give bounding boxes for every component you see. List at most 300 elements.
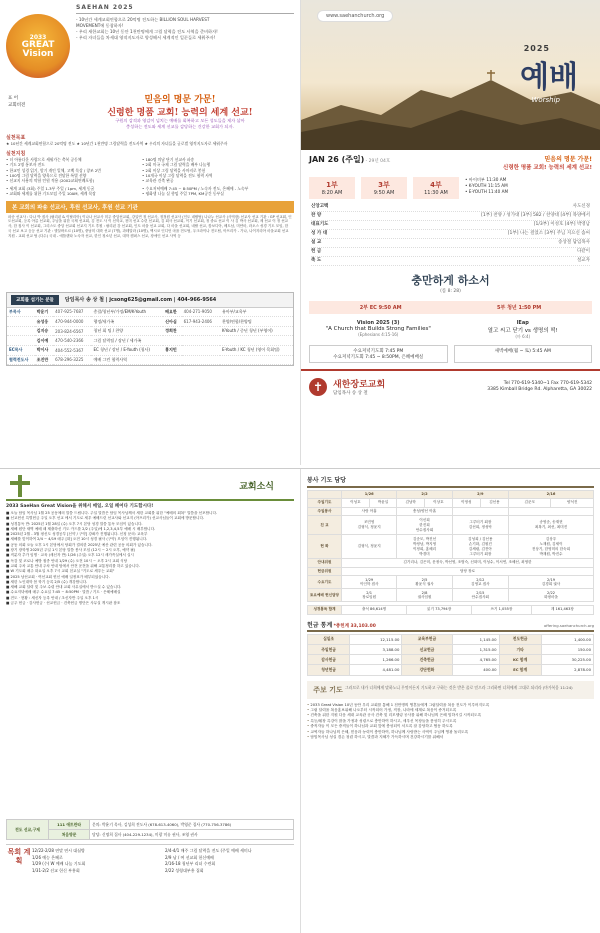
dawn-label: 새벽예배(월 ~ 토) 5:45 AM — [494, 349, 551, 354]
duty-role: 헌금위원 — [308, 567, 342, 576]
news-item: ■ 장기 장학생 2025년 주일 1시 본당 말씀 봉사 모임 (12시 ~ 2시 오후, 예약 필) — [6, 548, 136, 553]
plan-item: • 한교인 성경 읽기, 암기 개인 일체, 고백 묵상 / 창조 2번 — [6, 167, 101, 173]
news-title: 교회소식 — [239, 481, 274, 492]
offering-amount: 150.00 — [541, 645, 593, 655]
staff-cell — [182, 355, 220, 365]
duty-cell: 김선용 — [480, 498, 508, 507]
table-row — [308, 606, 594, 615]
staff-cell: 신아심 — [163, 317, 181, 327]
offering-table — [307, 634, 594, 676]
plan-item: • 더 아름다운 사랑으로 세워가는 축복 공동체 — [6, 157, 82, 163]
schedule-item: 1/26 예능 은혜로 — [32, 854, 63, 860]
staff-cell: 407-925-7687 — [53, 308, 91, 317]
table-row — [7, 308, 293, 317]
date-slogan — [503, 154, 592, 171]
staff-box — [6, 292, 294, 367]
prayer-item: • 그림 달력을 복음홍보위해 나오부터 시작되어 가정, 직장, 나라에 세계로 복음이 증거되도록 — [307, 708, 594, 713]
service-4 — [413, 177, 459, 199]
duty-cell: 조민영 김형식, 정윤지 — [342, 516, 397, 535]
staff-cell — [7, 317, 35, 327]
great-vision-logo — [6, 14, 70, 78]
duty-table — [307, 490, 594, 602]
duty-role: 안내위원 — [308, 558, 342, 567]
issue-number: - 29년 04호 — [365, 159, 391, 164]
youth-service-list — [465, 177, 592, 199]
news-item: ■ 공동 의회 오늘 오후 1시 본당에서 당회가 결의한 2025년 예산 관련 공동 의회가 있습니다. — [6, 542, 153, 547]
staff-cell: 470-944-0000 — [53, 317, 91, 327]
offering-amount: 12,115.00 — [350, 634, 402, 644]
staff-table — [7, 308, 293, 366]
staff-cell: 총괄/청년부/가정/EM/K-Youth — [91, 308, 163, 317]
date-column: 2/9 — [452, 491, 508, 499]
vision-line: MOVEMENT에 동참하자! — [76, 23, 124, 28]
attendance-label: 성경통독 합계 — [308, 606, 342, 615]
duty-cell: 그루터기 회장 김선희, 정성탁 — [452, 516, 508, 535]
leap-cell — [454, 320, 593, 340]
missionary-text: 파송 선교사 : 다나 박 집사 (필리핀 & 이탈리아) 이나나 선교사 미주 중앙선교회, 강일연 정 선교사, 정정원 선교사 (인도 네팔팀) 나나누 선교사 (사역장) 선교사 선교 기관 : GP 선교회, 인도선교회, 등록 아름 선교회, 주님을 위한 국제 선교회, 김 전도 사 이 신학교, 천미 선교 수련 선교회, 김 회사 선교회, 이기 선교회, 정 중요 선교 이 사 김 박사 선교회, 제 선교 이 정 선교 사, 한 집사 이 선교회, 그리스도 중앙 선교회 선교지 기도 후원 : 필리핀 강 선교회, 인도 마을 선교 교회, 다 마을 선교회, 네팔 선교, 캄보디아, 베트남, 미얀마, 라오스 성경 기도 모임, 한 국 선교 보고 등등 선교 기관 : 엘살바도르 (10명), 중남미 대륙 선교 (7명), 과테말라 (10명), 멕시코 인디언 마을 전도팀, 우크라이나 전도팀, 아프리카 - 가나, 나이지리아 마을교회 선교 지원 - 교회 선교 팀 (다수) 국내 - 애틀랜타 노숙자 선교, 한인 청소년 선교, 대학 캠퍼스 선교, 장애인 선교 사역 등 — [8, 214, 292, 238]
order-value: [1/3부] 이성호 [4부] 박영남 — [533, 222, 590, 227]
schedule-item: 1/31-2/2 선교 헌신 부흥회 — [32, 867, 80, 873]
cross-logo-icon: ✝ — [309, 378, 327, 396]
duty-cell: 1/29 이인학 집사 — [342, 576, 397, 589]
news-item: ■ 새해를 맞이하여 2/4 ~ 4/19 매주 [화] 오전 10시 성경 필사 (구약) 모임이 진행됩니다. — [6, 537, 148, 542]
attendance-value: 쓰기 1,055장 — [472, 606, 532, 615]
duty-cell: 송영준, 송재현 최복기, 최선, 최미진 — [509, 516, 594, 535]
staff-cell: EC목사 — [7, 346, 35, 356]
table-row — [7, 355, 293, 365]
prayer-list — [307, 703, 594, 741]
service-date: JAN 26 (주일) — [309, 155, 365, 164]
table-row — [308, 576, 594, 589]
plan-grid — [6, 157, 294, 183]
duty-cell: 김남학 — [397, 498, 425, 507]
staff-cell — [182, 326, 220, 336]
offering-amount: 1,145.00 — [452, 634, 499, 644]
hero-subtitle: Worship — [531, 96, 560, 104]
offering-amount: 1,400.00 — [541, 634, 593, 644]
duty-cell: 충성/양선 아홉 — [397, 507, 452, 516]
order-value: [1부] 나는 걸었소 [3부] 주님 지으신 솜씨 — [507, 231, 590, 236]
plan-item: • 기도 2명 통보자 전도 — [6, 162, 45, 168]
order-label: 축 도 — [311, 258, 322, 263]
plan-item: • 10개국 이상 그림 달력을 전도 협력 사역 — [142, 172, 213, 178]
date-column: 1/26 — [342, 491, 397, 499]
outreach-sub: 111 애트란타 — [49, 820, 90, 830]
order-item — [311, 203, 590, 212]
news-item: ■ 수요저녁예배 매주 수요일 7:45 ~ 8:50PM · 말씀 / 기도 · 은혜예배실 — [6, 590, 121, 595]
prayer-label: 주보 기도 — [313, 684, 343, 694]
leap-label: lEap — [516, 320, 529, 326]
order-item — [311, 257, 590, 266]
offering-amount: 1,266.00 — [350, 655, 402, 665]
offering-label: 전도헌금 — [499, 634, 541, 644]
staff-cell: 협력전도사 — [7, 355, 35, 365]
duty-cell: 김준모 — [509, 498, 551, 507]
staff-cell: 김이예 — [35, 336, 53, 346]
cross-graphic-icon — [6, 473, 36, 497]
attendance-value: 계 161,463장 — [531, 606, 593, 615]
news-item: ■ 독감 및 코로나 예방 접종 안내 1/29 (수) 오전 10시 ~ 오후 2시 교회 식당 — [6, 558, 128, 563]
staff-cell: 617-943-2406 — [182, 317, 220, 327]
outreach-label: 전도 선교,구제 — [7, 820, 49, 840]
duty-panel — [300, 469, 600, 933]
mission-rows — [6, 186, 294, 196]
attendance-value: 출석 86,614명 — [342, 606, 407, 615]
table-row — [7, 317, 293, 327]
duty-role: 주일기도 — [308, 498, 342, 507]
service-1 — [309, 177, 355, 199]
table-row — [308, 498, 594, 507]
duty-cell: 2/15 안수집사회 — [452, 589, 508, 602]
offering-label: 십일조 — [308, 634, 350, 644]
order-item — [311, 248, 590, 257]
news-item: ■ 교회 주차 교통 안내 주차 안내 팀에서 안전 운전을 위해 교통정리를 하고 있습니다. — [6, 563, 140, 568]
staff-cell: 203-824-6567 — [53, 326, 91, 336]
slogan-sub-2: 충성하는 전도와 세계 선교를 감당하는 건강한 교회가 되자. — [126, 124, 234, 129]
date-row — [301, 150, 600, 175]
duty-cell: 김상우 노재원, 김세이 전상기, 한영미의 한숙희 박재원, 박진수 — [509, 535, 594, 559]
duty-cell: 2/22 화평마을 — [509, 589, 594, 602]
wednesday-sub: 수요저녁기도회 7:45 ~ 8:50PM, 은혜예배실 — [333, 355, 424, 360]
order-value: 사도신경 — [572, 204, 590, 209]
prayer-verse: 그러므로 내가 너희에게 말하노니 무엇이든지 기도하고 구하는 것은 받은 줄로 믿으라 그리하면 너희에게 그대로 되리라 (마가복음 11:24) — [345, 684, 573, 690]
duty-role: 토요예배 헌신담당 — [308, 589, 342, 602]
staff-cell: 그림 달력팀 / 장년 / 세가족 — [91, 336, 163, 346]
prayer-item: • 중직자들 이 모든 중직들이 하나님과 교회 앞에 충성되이 서도록 잘 감당하고 협동 하도록 — [307, 724, 594, 729]
table-row — [308, 516, 594, 535]
duty-role: 헌 화 — [308, 535, 342, 559]
news-item: ■ 새해 원단 새벽 예배 때 제출하신 기도 카드를 2/2 (주일)에 1,2,3,4,5부 예배 시 배부합니다. — [6, 526, 156, 531]
staff-badge: 교회를 섬기는 분들 — [11, 295, 59, 305]
table-row — [7, 326, 293, 336]
news-item: ■ W 기도회 매주 화요일 오후 7시 교회 친교실 "기도로 세우는 교회" — [6, 569, 115, 574]
news-panel — [0, 469, 300, 933]
news-header — [6, 473, 294, 501]
slogan-line-2: 신령한 명품 교회! 능력의 세계 선교! — [107, 108, 253, 118]
vision-line: - 우리 자녀들을 차세대 영적지도자로 양성해서 세계적인 일꾼들로 세워주자! — [76, 35, 216, 40]
gv-year: 2033 — [29, 33, 47, 41]
schedule-label: 목회 계획 — [7, 848, 31, 865]
slogan-line-2: 신령한 명품 교회! 능력의 세계 선교! — [503, 165, 592, 171]
prayer-item: • 2033 Great Vision 10년 동안 우리 교회를 통해 1 천만명의 영혼들에게 그림달력을 복음 전도가 이루어지도록 — [307, 703, 594, 708]
sermon-reference: (롬 8: 28) — [440, 289, 461, 294]
news-item: ■ 선교헌신 특별헌금 주일 오후 선교 에서 기도로 세우 예배드린 선교사와 선교지 (아프리카) 선교사님들이 교회에 방문합니다. — [6, 516, 205, 521]
offering-label: 교육부헌금 — [402, 634, 452, 644]
offering-title: 헌금 통계 — [307, 621, 333, 629]
table-row — [308, 558, 594, 567]
attendance-value: 읽기 73,794장 — [407, 606, 472, 615]
outreach-table — [6, 819, 294, 840]
duty-cell: 2/19 김경희 권사 — [509, 576, 594, 589]
duty-role: 친 교 — [308, 516, 342, 535]
date-column: 2/16 — [509, 491, 594, 499]
plan-sub-title: 실천지침 — [6, 151, 26, 158]
plan-item: • 선교지 사용의 약함 인원 적용 (2002교회연례포함) — [6, 178, 95, 184]
staff-cell — [220, 355, 293, 365]
dawn-prayer — [454, 345, 593, 363]
ec-youth-row — [309, 301, 592, 314]
prayer-meeting-row — [301, 343, 600, 365]
youth-service: • E-YOUTH 11:40 AM — [465, 189, 509, 194]
order-label: 대표기도 — [311, 222, 329, 227]
news-item: ■ 오늘 담임 목사님 1월 25 공동체의 말씀 드립니다. 주일 말씀은 담임 목사님께서 새한 교회를 위한 "예배의 회복" 말씀을 선포합니다. — [6, 511, 218, 515]
hero-banner — [301, 0, 600, 150]
youth-service: 5부 청년 1:50 PM — [497, 305, 542, 311]
corner-cell — [308, 491, 342, 499]
staff-cell: E-Youth / KC 청년 (영어 목회팀) — [220, 346, 293, 356]
attendance-table — [307, 605, 594, 615]
table-header-row — [308, 491, 594, 499]
offering-label: KC 합계 — [499, 655, 541, 665]
duty-title: 봉사 기도 담당 — [307, 473, 594, 488]
news-subtitle: 2033 SaeHan Great Vision을 위해서 매일, 오일 페어다 기도합시다! — [6, 504, 154, 509]
youth-service: • 아이미부 11:30 AM — [465, 177, 507, 182]
order-item — [311, 221, 590, 230]
church-url[interactable]: www.saehanchurch.org — [317, 10, 393, 22]
duty-cell: 2/8 권사임원 — [397, 589, 452, 602]
staff-cell: 박이사 — [35, 346, 53, 356]
table-row — [308, 535, 594, 559]
offering-label: EC 합계 — [499, 665, 541, 675]
duty-cell: 2/1 장로임원 — [342, 589, 397, 602]
plan-intro: ★ 10년간 세계교회연합으로 20억명 전도 ★ 10년간 1천만명 그림달력을 전도사역 ★ 우리의 자녀들을 글로벌 영적지도자로 세워주자 — [6, 141, 228, 146]
outreach-contact: 담당: 신명희 집사 (404-229-1234), 미광 미유 권사, 조영 권사 — [90, 830, 294, 840]
bulletin-front — [0, 0, 600, 465]
prayer-item: • 특등/휘장 특강이 많을 가정과 성령으로 충만하여 하시고, 세우신 목장들을 풍성히 주시도록 — [307, 719, 594, 724]
mission-row: • 수요저녁예배 7:45 ~ 8:50PM / 노숙자 전도, 은혜에 - 노숙부 — [142, 186, 249, 192]
offering-amount: 1,315.00 — [452, 645, 499, 655]
duty-cell: 담당 장로 — [342, 567, 594, 576]
staff-cell — [7, 336, 35, 346]
hero-title: 예배 — [520, 60, 578, 95]
youth-service: • K-YOUTH 11:15 AM — [465, 183, 508, 188]
sermon-title: 충만하게 하소서 — [411, 274, 490, 287]
staff-cell — [182, 336, 220, 346]
vision-text-block — [76, 4, 294, 88]
vision-header — [6, 4, 294, 88]
leap-ref: (마 6:4) — [515, 334, 531, 339]
order-value: 다같이 — [576, 249, 590, 254]
senior-pastor-line: 담임목사 송 상 철 | jcsong625@gmail.com | 404-966-9564 — [64, 297, 217, 304]
duty-cell: 김준모, 박진선 박정남, 박지영 이정희, 홍혜리 박경미 — [397, 535, 452, 559]
plan-right — [142, 157, 292, 183]
table-row — [308, 589, 594, 602]
news-item: ■ 직분자 추가 임명 · 교육 (새신자 반) 1/26 (주일) 오후 12시 새가족실에서 실시 — [6, 553, 134, 558]
missionary-heading: 본 교회의 파송 선교사, 후원 선교사, 후원 선교 기관 — [6, 201, 294, 213]
table-row — [7, 830, 294, 840]
staff-cell — [182, 346, 220, 356]
duty-cell: 김형식, 정윤지 — [342, 535, 397, 559]
schedule-item: 2/4-4/1 매주 그림 달력을 전도 (주일 예배 세미나 — [165, 848, 252, 853]
offering-total: *총헌계 33,103.00 — [333, 623, 376, 629]
offering-amount: 30,225.00 — [541, 655, 593, 665]
staff-cell: 유아부/교육부 — [220, 308, 293, 317]
table-row — [308, 507, 594, 516]
ministry-schedule — [6, 844, 294, 874]
table-row — [308, 634, 594, 644]
prayer-item: • 담임목사님 성실 겸손 청렴 하시고, 말씀과 지혜가 가득하시며 건강하시기를 위해서 — [307, 735, 594, 740]
sermon-box — [301, 268, 600, 298]
staff-cell: 찬양/연합/찬양팀 — [220, 317, 293, 327]
news-item: ■ 금주 헌금 · 감사헌금 · 선교헌금 · 건축헌금 명단은 사무실 게시판 참조 — [6, 601, 121, 606]
label-motto: 표 어 — [8, 96, 19, 101]
vision-line: - 10년간 세계교회연합으로 20억명 전도하는 BILLION SOUL HARVEST — [76, 17, 210, 22]
prayer-item: • 교역자들 하나님의 은혜, 믿음과 능력이 충만하여, 하나님께 사랑받는 사역이 주님께 영광 돌리도록 — [307, 730, 594, 735]
duty-cell: 박윤일 — [369, 498, 397, 507]
church-phone: Tel 770-619-5340~1 Fax 770-619-5342 — [503, 380, 592, 386]
vision-main: "A Church that Builds Strong Families" — [325, 326, 431, 332]
duty-cell: 이영성 — [452, 498, 480, 507]
service-number: 1부 — [326, 181, 338, 189]
duty-cell: 이성호 — [342, 498, 370, 507]
schedule-item: 2/22 성령대부흥 집회 — [165, 867, 204, 873]
wednesday-prayer — [309, 345, 448, 363]
mission-row: • 세계 교회 (3회) 주일 1-3부 주일 / 1pm, 세계 동굴 — [6, 186, 95, 192]
plan-item: • 2회 이상 그림 달력을 사마지로 봉헌 — [142, 167, 206, 173]
staff-cell: EC 청년 / 장년 / E-Youth (청사) — [91, 346, 163, 356]
prayer-item: • 건축을 위한 지원 다음 세대 교육관 공사 건축 및 리모델링 공사를 위해 하나님의 은혜 임하시길 시작되도록 — [307, 713, 594, 718]
table-row — [7, 346, 293, 356]
service-times — [301, 175, 600, 201]
duty-cell: 김기리나, 김은미, 문정숙, 박선영, 조범숙, 신화미, 이성수, 이서연, 조혜선, 최영한 — [342, 558, 594, 567]
schedule-list — [32, 848, 294, 874]
bulletin-back — [0, 468, 600, 933]
order-item — [311, 230, 590, 239]
plan-item: • 180명 의남 단기 선교사 파송 — [142, 157, 195, 163]
staff-cell — [220, 336, 293, 346]
staff-cell: 470-540-2366 — [53, 336, 91, 346]
duty-cell: 사랑 아홉 — [342, 507, 397, 516]
church-contact — [487, 381, 592, 393]
duty-cell — [509, 507, 594, 516]
offering-label: 강단헌화 — [402, 665, 452, 675]
ec-service: 2부 EC 9:50 AM — [359, 305, 402, 311]
duty-cell: 김성희 / 김선용 손기화, 김원진 김세림, 김진아 그루터기 회장 — [452, 535, 508, 559]
outreach-sub: 처음방문 — [49, 830, 90, 840]
staff-cell: 유성웅 — [35, 317, 53, 327]
staff-cell — [163, 336, 181, 346]
table-row — [308, 567, 594, 576]
order-value: 송상철 담임목사 — [558, 240, 590, 245]
order-value: 설교자 — [576, 258, 590, 263]
schedule-item: 12/22-2/28 연말 연시 대심방 — [32, 848, 85, 853]
offering-amount: 2,878.00 — [541, 665, 593, 675]
leap-main: 열고 씨고 닫기 vs 생명의 떡! — [487, 328, 558, 334]
order-item — [311, 212, 590, 221]
staff-cell — [163, 355, 181, 365]
church-pastor: 담임목사 송 상 철 — [333, 391, 368, 396]
date-column: 2/2 — [397, 491, 452, 499]
news-item: ■ 새한 노인대학 봄 학기 등록 2/5 (수) 개강합니다. — [6, 579, 88, 584]
table-row — [308, 645, 594, 655]
church-footer — [301, 369, 600, 402]
news-item: ■ 새해 교회 달력 및 주보 수령 안내 교회 사무실에서 받으실 수 있습니다. — [6, 585, 122, 590]
service-number: 3부 — [378, 181, 390, 189]
order-item — [311, 239, 590, 248]
staff-cell: 예배 그린 협력사역 — [91, 355, 163, 365]
duty-cell: 이상호 — [425, 498, 453, 507]
offering-label: 주일헌금 — [308, 645, 350, 655]
staff-cell: 박윤기 — [35, 308, 53, 317]
offering-website[interactable]: offering.saehanchurch.org — [543, 622, 594, 628]
schedule-item: 2/16-18 청년부 리더 수련회 — [165, 861, 216, 866]
plan-item: • 교육관 건축 완공 — [142, 178, 174, 184]
staff-cell: 404-271-9050 — [182, 308, 220, 317]
news-item: ■ 2025 남선교회 · 여선교회 헌신 예배 일정표가 배부되었습니다. — [6, 574, 110, 579]
order-label: 찬 양 — [311, 213, 322, 218]
offering-label: 감사헌금 — [308, 655, 350, 665]
offering-amount: 4,765.00 — [452, 655, 499, 665]
order-label: 신앙고백 — [311, 204, 329, 209]
table-row — [308, 665, 594, 675]
order-label: 헌 금 — [311, 249, 322, 254]
offering-label: 청년헌금 — [308, 665, 350, 675]
news-item: ■ 2025년 2월 - 3월 평신도 성경공부 [신약 / 구약] 강좌가 진행됩니다. 신청 문의: 교육부 — [6, 532, 148, 537]
staff-cell: 배요한 — [163, 308, 181, 317]
vision-leap-row — [301, 317, 600, 343]
saehan-label: SAEHAN 2025 — [76, 4, 294, 14]
gv-title: GREAT Vision — [21, 39, 55, 59]
schedule-item: 1/29 (수) W 예배 나눔 기도회 — [32, 861, 86, 866]
vision-label: Vision 2025 (3) — [356, 320, 400, 326]
mission-row: • 평화생 나눔 실 향임 주일 7PM, KM공간 동부실 — [142, 191, 224, 197]
order-label: 설 교 — [311, 240, 322, 245]
duty-role: 수요기도 — [308, 576, 342, 589]
schedule-item: 2/9 남 / 여 선교회 헌신예배 — [165, 854, 214, 860]
staff-cell: 김지승 — [35, 326, 53, 336]
vision-panel — [0, 0, 300, 465]
offering-label: 건축헌금 — [402, 655, 452, 665]
table-row — [7, 336, 293, 346]
offering-amount: 400.00 — [452, 665, 499, 675]
plan-left — [6, 157, 136, 183]
plan-item: • 100명 그림 달력을 양육으로 전달한 특별 선양 — [6, 172, 87, 178]
offering-amount: 4,481.00 — [350, 665, 402, 675]
duty-cell: 2/12 김영교 집사 — [452, 576, 508, 589]
vision-ref: (Ephesians 4:15-16) — [358, 332, 399, 337]
slogan-box — [66, 92, 294, 130]
table-row — [7, 820, 294, 830]
table-row — [308, 655, 594, 665]
staff-cell: 조진만 — [35, 355, 53, 365]
news-item: ■ 성경통독 반: 2025년 1월 28일 (수) 오후 7시 본당 성경 말씀 통독 모임이 있습니다. — [6, 521, 143, 526]
staff-cell: 홍지민 — [163, 346, 181, 356]
vision-cell — [309, 320, 448, 340]
wednesday-label: 수요저녁기도회 7:45 PM — [353, 349, 404, 354]
service-time: 8:20 AM — [321, 190, 343, 196]
staff-cell: 404-552-5367 — [53, 346, 91, 356]
worship-panel — [300, 0, 600, 465]
plan-item: • 2회 미국 국제 그림 달력을 배부 나눔행 — [142, 162, 211, 168]
slogan-line-1: 믿음의 명문 가문! — [144, 95, 216, 105]
mission-row: • 교회와 세계를 위한 기도모임 주일 10AM, 세계 목장 — [6, 191, 96, 197]
service-time: 9:50 AM — [373, 190, 395, 196]
plan-title: 실천목표 — [6, 135, 26, 141]
staff-cell: 청년 회 팀 / 찬양 — [91, 326, 163, 336]
vision-line: - 우리 새한교회는 10년 동안 1천만명에게 그림 달력을 전도 사역을 준비하자! — [76, 29, 218, 34]
order-value: [1부] 찬양 / 성가대 [3부] 582 / 찬양대 [4부] 목양에서 — [481, 213, 590, 218]
church-name: 새한장로교회 — [333, 380, 386, 390]
duty-cell — [452, 507, 508, 516]
staff-header — [7, 293, 293, 308]
order-label: 성 가 대 — [311, 231, 328, 236]
offering-amount: 3,188.00 — [350, 645, 402, 655]
hero-year: 2025 — [523, 44, 550, 53]
label-church-vision: 교회비전 — [8, 103, 26, 108]
duty-cell: 양석진 — [551, 498, 594, 507]
staff-cell: 678-296-3225 — [53, 355, 91, 365]
offering-label: 선교헌금 — [402, 645, 452, 655]
